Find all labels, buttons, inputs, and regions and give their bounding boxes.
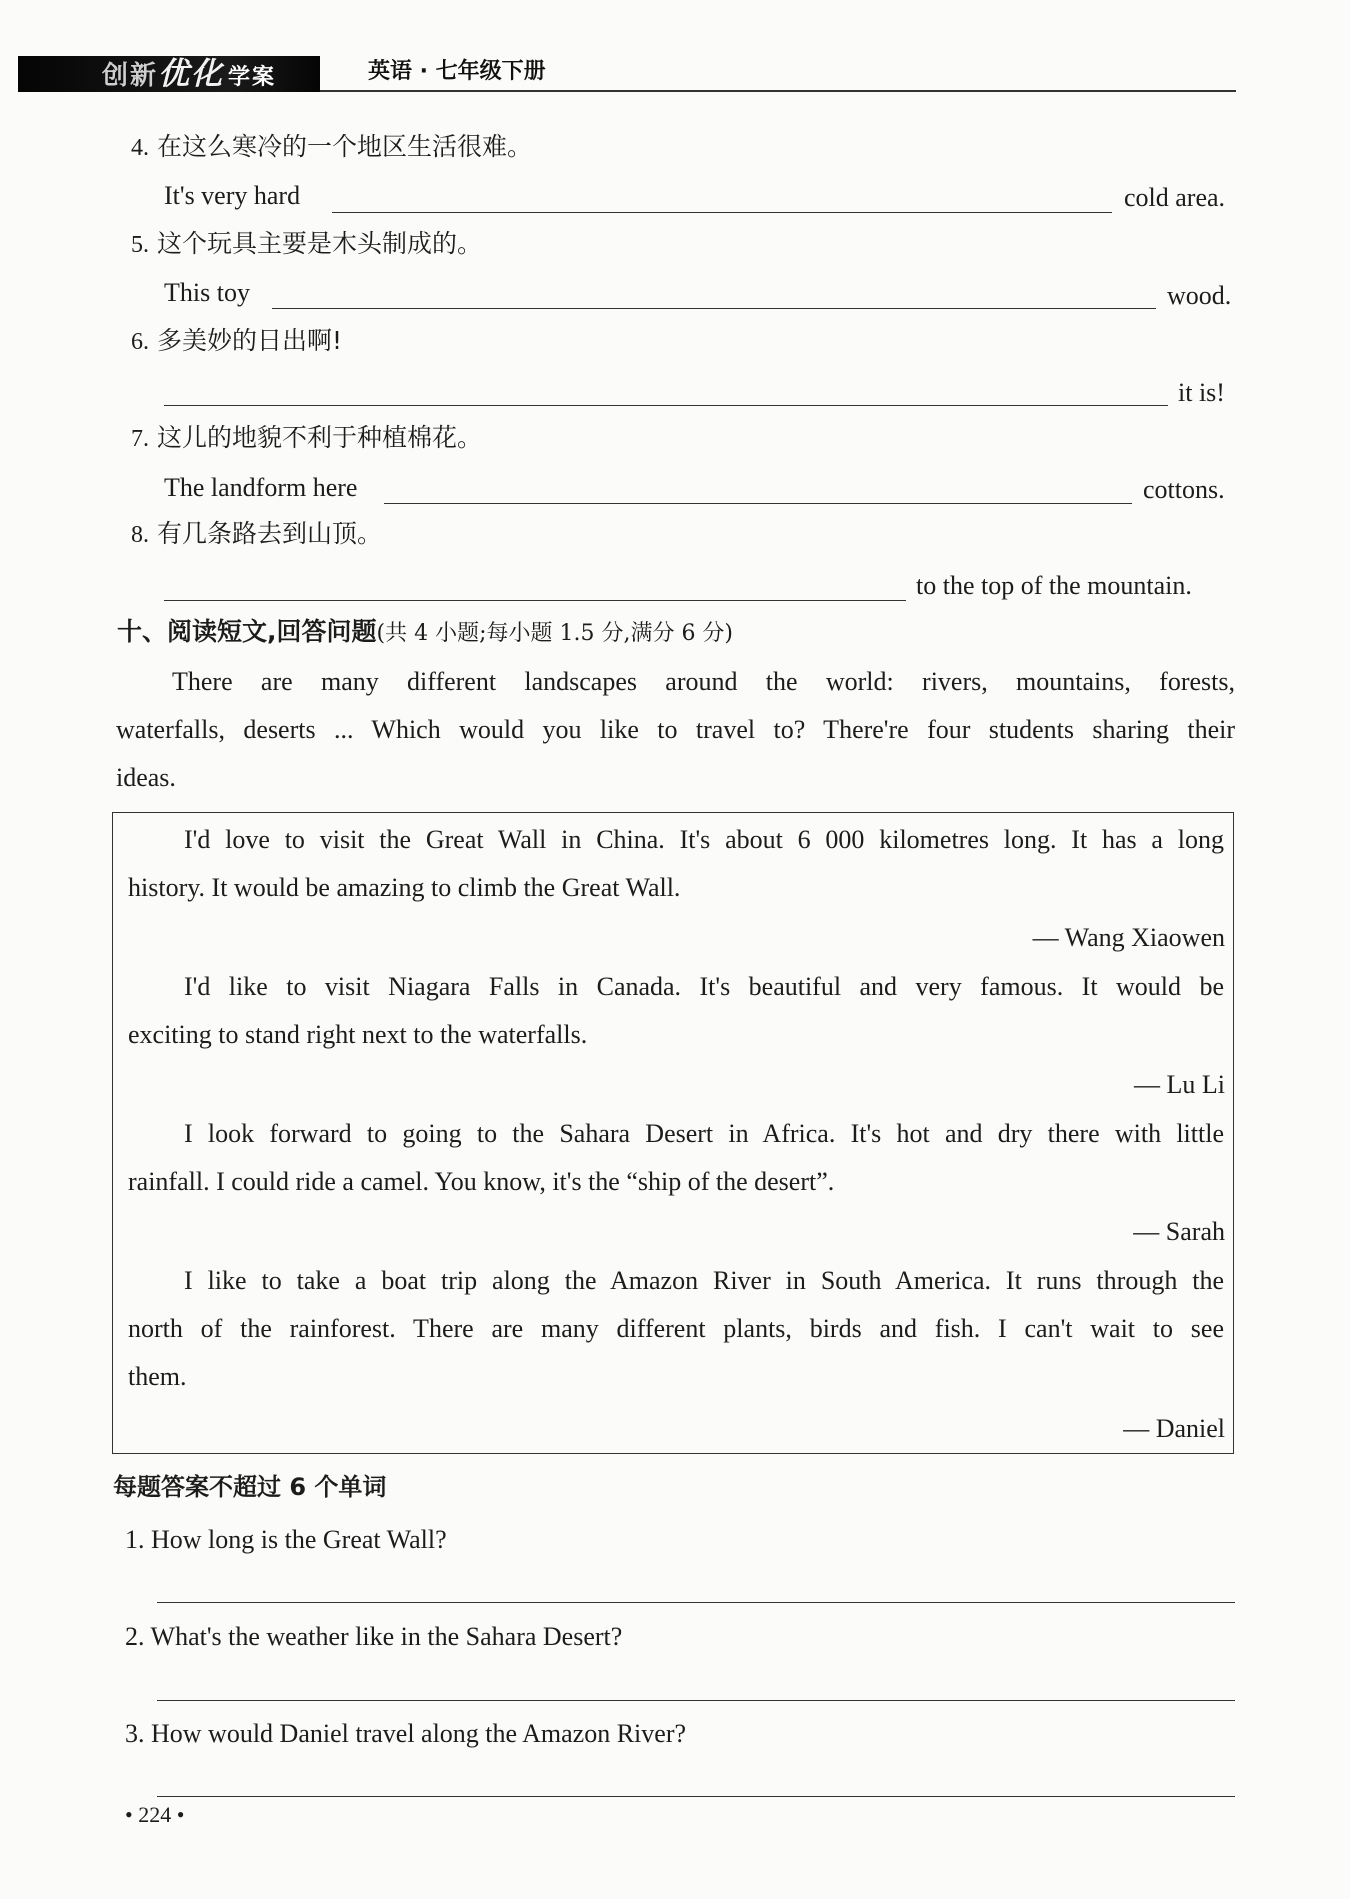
intro-line-2: waterfalls, deserts ... Which would you like to travel to? There're four students sharing their [116,715,1235,744]
item-8-answer-blank[interactable] [164,600,906,601]
page-number: • 224 • [125,1802,185,1827]
item-number: 5. [131,232,149,258]
question-2-answer-line[interactable] [157,1700,1235,1701]
question-2 [125,1620,622,1654]
translation-item-5-prompt [131,228,482,261]
item-number: 7. [131,426,149,452]
chinese-sentence: 多美妙的日出啊! [156,326,342,355]
question-3 [125,1717,686,1751]
passage-4-line-3: them. [128,1362,187,1391]
passage-1-signature: — Wang Xiaowen [1032,923,1225,952]
item-5-suffix: wood. [1167,281,1232,310]
passage-1-line-1: I'd love to visit the Great Wall in China. It's about 6 000 kilometres long. It has a long [184,825,1224,854]
chinese-sentence: 有几条路去到山顶。 [156,519,382,548]
passage-2-line-2: exciting to stand right next to the waterfalls. [128,1020,588,1049]
question-number: 1. [125,1525,145,1554]
passage-3-line-1: I look forward to going to the Sahara Desert in Africa. It's hot and dry there with little [184,1119,1224,1148]
section-10-heading: 十、阅读短文,回答问题 [117,617,377,646]
section-10-scoring-note: (共 4 小题;每小题 1.5 分,满分 6 分) [376,621,734,646]
translation-item-6-prompt [131,325,342,358]
item-6-suffix: it is! [1178,378,1225,407]
question-text: How would Daniel travel along the Amazon River? [151,1719,687,1748]
item-5-prefix: This toy [164,278,250,307]
chinese-sentence: 在这么寒冷的一个地区生活很难。 [156,132,532,161]
question-3-answer-line[interactable] [157,1796,1235,1797]
item-7-prefix: The landform here [164,473,358,502]
header-rule [320,90,1236,92]
passage-4-line-1: I like to take a boat trip along the Amazon River in South America. It runs through the [184,1266,1224,1295]
item-number: 8. [131,522,149,548]
item-6-answer-blank[interactable] [164,405,1168,406]
chinese-sentence: 这儿的地貌不利于种植棉花。 [156,423,482,452]
passage-4-signature: — Daniel [1123,1414,1225,1443]
banner-char-3: 优 [158,56,192,92]
item-number: 6. [131,329,149,355]
translation-item-7-prompt [131,422,482,455]
item-7-suffix: cottons. [1143,475,1225,504]
intro-line-3: ideas. [116,763,176,792]
chinese-sentence: 这个玩具主要是木头制成的。 [156,229,482,258]
question-1-answer-line[interactable] [157,1602,1235,1603]
translation-item-8-prompt [131,518,382,551]
answer-instruction: 每题答案不超过 6 个单词 [113,1473,387,1501]
passage-3-signature: — Sarah [1133,1217,1225,1246]
banner-char-5: 学案 [228,65,277,90]
passage-2-signature: — Lu Li [1134,1070,1225,1099]
section-10-title [117,615,733,651]
item-7-answer-blank[interactable] [384,503,1132,504]
intro-line-1: There are many different landscapes around the world: rivers, mountains, forests, [172,667,1235,696]
translation-item-4-prompt [131,131,532,164]
passage-3-line-2: rainfall. I could ride a camel. You know, it's the “ship of the desert”. [128,1167,835,1196]
item-8-suffix: to the top of the mountain. [916,571,1192,600]
question-number: 2. [125,1622,145,1651]
question-text: How long is the Great Wall? [151,1525,447,1554]
item-number: 4. [131,135,149,161]
item-4-prefix: It's very hard [164,181,301,210]
banner-char-2: 新 [130,61,159,91]
book-series-banner [18,56,320,92]
item-5-answer-blank[interactable] [272,308,1156,309]
item-4-answer-blank[interactable] [332,212,1112,213]
question-number: 3. [125,1719,145,1748]
book-title: 英语 · 七年级下册 [368,59,546,84]
question-text: What's the weather like in the Sahara Desert? [150,1622,623,1651]
banner-char-4: 化 [191,56,225,92]
question-1 [125,1523,447,1557]
passage-1-line-2: history. It would be amazing to climb the Great Wall. [128,873,681,902]
item-4-suffix: cold area. [1124,183,1226,212]
banner-char-1: 创 [102,61,131,91]
passage-2-line-1: I'd like to visit Niagara Falls in Canada. It's beautiful and very famous. It would be [184,972,1224,1001]
passage-4-line-2: north of the rainforest. There are many different plants, birds and fish. I can't wait to see [128,1314,1224,1343]
